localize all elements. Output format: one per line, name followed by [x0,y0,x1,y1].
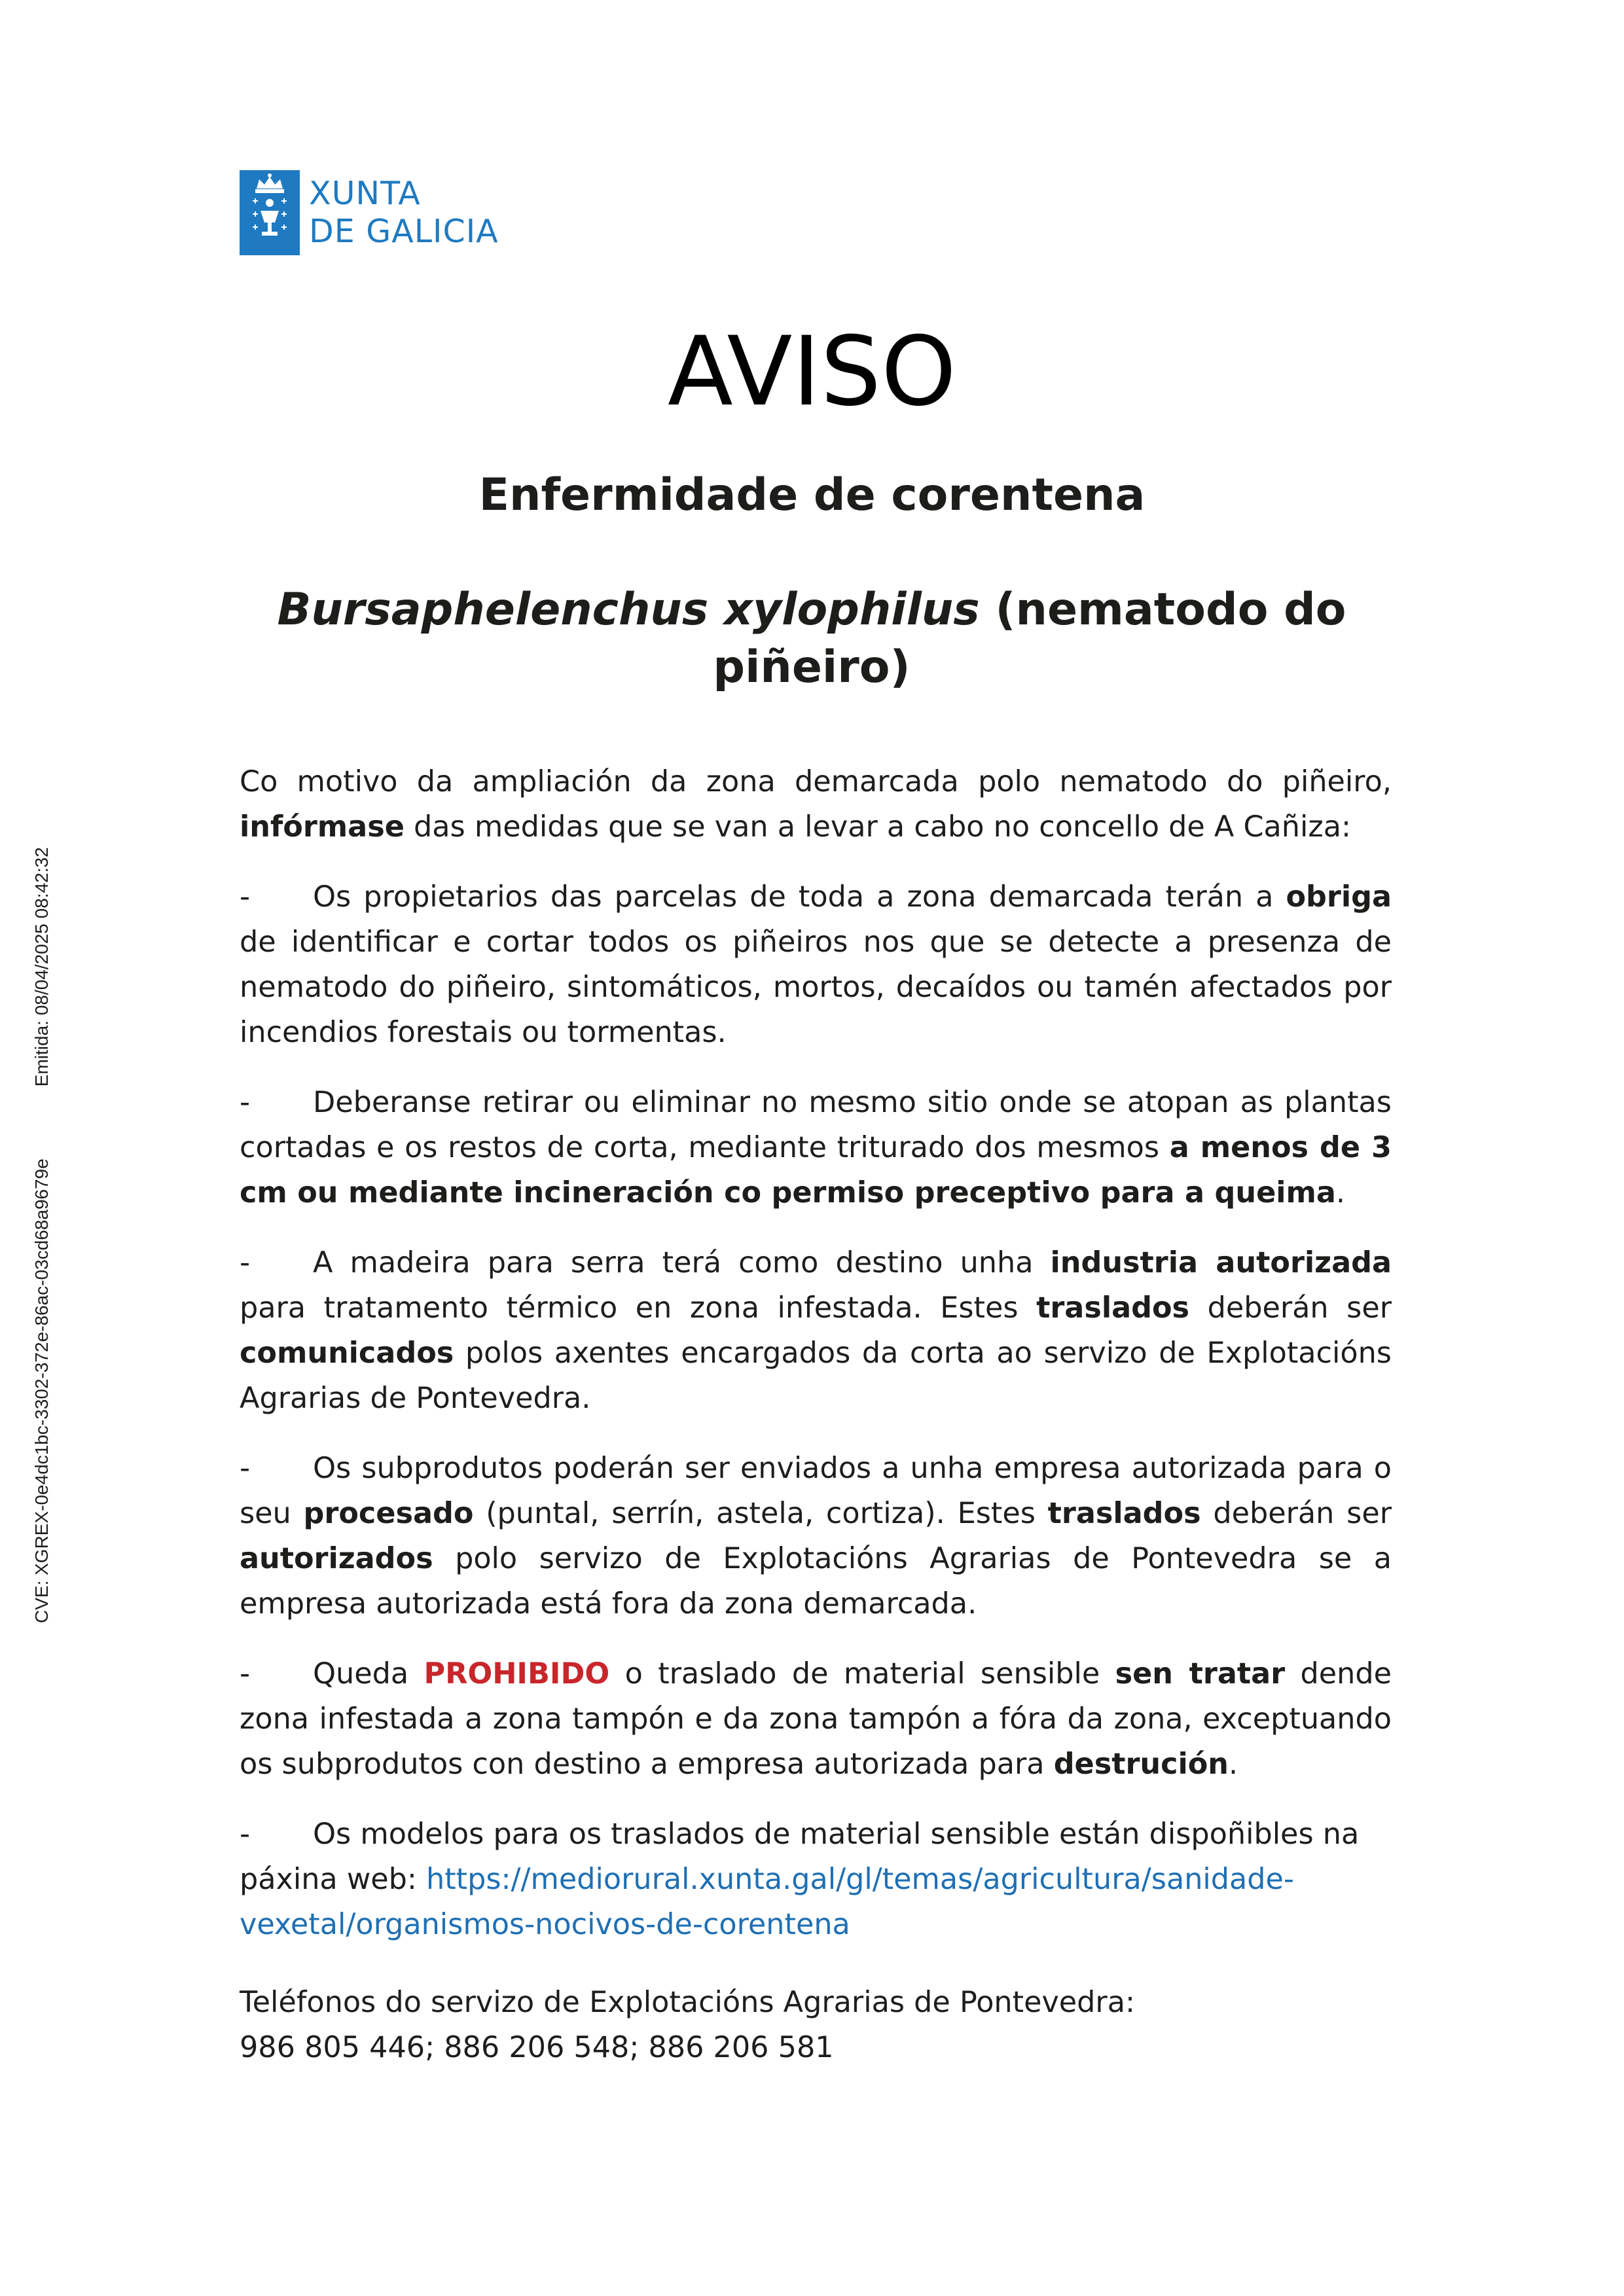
notice-body [240,759,1392,2070]
text-run: dende zona infestada a zona tampón e da zona tampón a fóra da zona, exceptuando os subprodutos con destino a empresa autorizada para [240,1657,1392,1781]
list-dash: - [240,1657,251,1691]
text-run: Os subprodutos poderán ser enviados a unha empresa autorizada para o seu [240,1452,1392,1530]
text-run: para tratamento térmico en zona infestada. Estes [240,1291,1037,1325]
models-link[interactable]: https://mediorural.xunta.gal/gl/temas/agricultura/sanidade-vexetal/organismos-nocivos-de-corentena [240,1863,1294,1941]
bold-run: autorizados [240,1542,433,1575]
bold-run: obriga [1286,880,1392,914]
phone-numbers: 986 805 446; 886 206 548; 886 206 581 [240,2031,834,2064]
contact-phones [240,1980,1392,2070]
list-item [240,1446,1392,1626]
text-run: polos axentes encargados da corta ao servizo de Explotacións Agrarias de Pontevedra. [240,1336,1392,1415]
text-run: A madeira para serra terá como destino unha [313,1246,1051,1280]
bold-run: destrución [1053,1748,1229,1781]
text-run: deberán ser [1189,1291,1392,1325]
list-item [240,1240,1392,1421]
list-dash: - [240,1452,251,1485]
list-dash: - [240,880,251,914]
bold-run: procesado [303,1497,474,1530]
text-run: . [1335,1176,1346,1210]
text-run: . [1229,1748,1238,1781]
species-common-name: (nematodo do piñeiro) [713,584,1346,693]
list-item [240,1812,1392,1947]
text-run: das medidas que se van a levar a cabo no concello de A Cañiza: [404,810,1351,844]
bold-run: infórmase [240,810,405,844]
text-run: o traslado de material sensible [609,1657,1115,1691]
list-item [240,1080,1392,1215]
bold-run: comunicados [240,1336,454,1370]
bold-run: traslados [1036,1291,1190,1325]
text-run: polo servizo de Explotacións Agrarias de Pontevedra se a empresa autorizada está fora da zona demarcada. [240,1542,1392,1621]
species-heading [236,581,1388,696]
prohibited-label: PROHIBIDO [424,1657,610,1691]
logo-line-1: XUNTA [309,175,421,212]
bold-run: industria autorizada [1050,1246,1392,1280]
logo-line-2: DE GALICIA [309,213,499,250]
page-title: AVISO [667,316,957,427]
text-run: (puntal, serrín, astela, cortiza). Estes [473,1497,1048,1530]
text-run: deberán ser [1200,1497,1392,1530]
galicia-coat-of-arms-icon [240,170,300,255]
list-dash: - [240,1246,251,1280]
cve-code: CVE: XGREX-0e4dc1bc-3302-372e-86ac-03cd68a9679e [31,1158,52,1623]
text-run: Os propietarios das parcelas de toda a zona demarcada terán a [313,880,1286,914]
xunta-logo [240,170,499,255]
text-run: Queda [313,1657,424,1691]
intro-paragraph [240,759,1392,850]
species-latin-name: Bursaphelenchus xylophilus [277,584,980,636]
text-run: Deberanse retirar ou eliminar no mesmo sitio onde se atopan as plantas cortadas e os restos de corta, mediante triturado dos mesmos [240,1086,1392,1164]
list-dash: - [240,1818,251,1851]
bold-run: sen tratar [1115,1657,1286,1691]
bold-run: a menos de 3 cm ou mediante incineración co permiso preceptivo para a queima [240,1131,1392,1210]
document-verification-sidebar [31,707,58,1623]
list-item [240,1651,1392,1787]
phones-label: Teléfonos do servizo de Explotacións Agrarias de Pontevedra: [240,1986,1135,2019]
logo-wordmark [309,175,499,251]
text-run: Os modelos para os traslados de material sensible están dispoñibles na páxina web: [240,1818,1360,1896]
list-item [240,874,1392,1055]
page-subtitle: Enfermidade de corentena [478,469,1146,521]
text-run: Co motivo da ampliación da zona demarcada polo nematodo do piñeiro, [240,765,1392,798]
list-dash: - [240,1086,251,1119]
text-run: de identificar e cortar todos os piñeiros nos que se detecte a presenza de nematodo do piñeiro, sintomáticos, mortos, decaídos ou tamén afectados por incendios forestais ou tormentas. [240,925,1392,1049]
bold-run: traslados [1047,1497,1201,1530]
emission-date: Emitida: 08/04/2025 08:42:32 [31,847,52,1087]
